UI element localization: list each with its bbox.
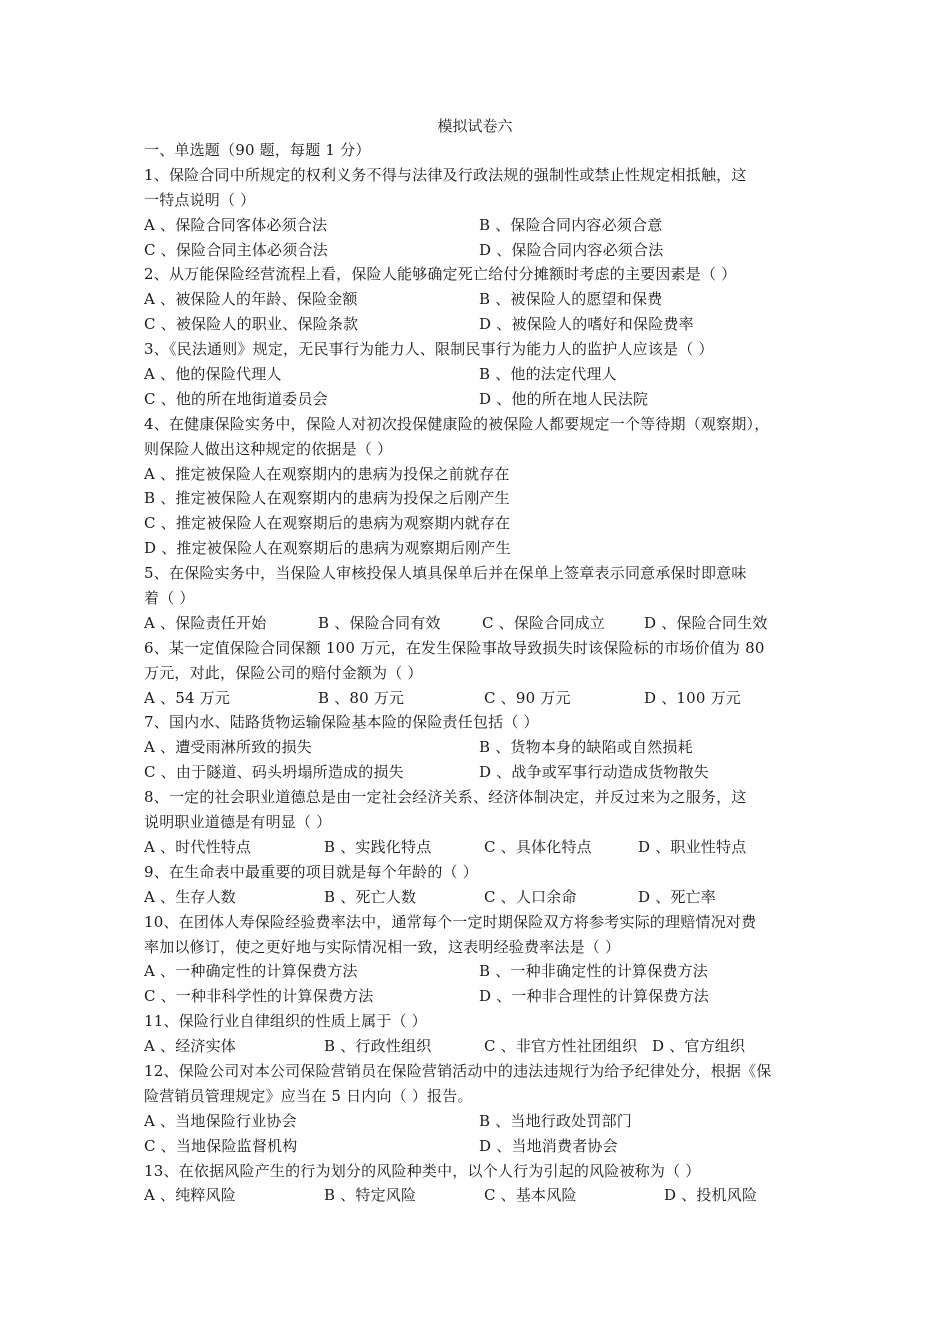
question-text: 7、国内水、陆路货物运输保险基本险的保险责任包括（ ） — [144, 713, 539, 732]
option-c: C 、保险合同成立 — [482, 613, 606, 632]
option-a: A 、遭受雨淋所致的损失 — [144, 738, 313, 757]
option-c: C 、一种非科学性的计算保费方法 — [144, 987, 374, 1006]
option-b: B 、一种非确定性的计算保费方法 — [479, 962, 708, 981]
page-title: 模拟试卷六 — [437, 117, 513, 135]
option-b: B 、当地行政处罚部门 — [479, 1111, 632, 1130]
option-a: A 、被保险人的年龄、保险金额 — [144, 290, 358, 309]
option-a: A 、保险合同客体必须合法 — [144, 215, 328, 234]
question-text: 一特点说明（ ） — [144, 190, 256, 209]
section-heading: 一、单选题（90 题，每题 1 分） — [144, 141, 371, 159]
option-b: B 、保险合同有效 — [318, 613, 441, 632]
option-d: D 、推定被保险人在观察期后的患病为观察期后刚产生 — [144, 539, 511, 558]
option-c: C 、非官方性社团组织 — [484, 1037, 638, 1056]
option-a: A 、生存人数 — [144, 887, 237, 906]
option-b: B 、实践化特点 — [324, 837, 432, 856]
exam-content — [144, 138, 814, 1208]
question-text: 万元，对此，保险公司的赔付金额为（ ） — [144, 663, 423, 682]
question-text: 13、在依据风险产生的行为划分的风险种类中，以个人行为引起的风险被称为（ ） — [144, 1161, 701, 1180]
option-c: C 、具体化特点 — [484, 837, 592, 856]
option-a: A 、当地保险行业协会 — [144, 1111, 297, 1130]
option-a: A 、时代性特点 — [144, 837, 252, 856]
question-10 — [144, 910, 814, 1010]
question-text: 5、在保险实务中，当保险人审核投保人填具保单后并在保单上签章表示同意承保时即意味 — [144, 564, 747, 583]
option-c: C 、保险合同主体必须合法 — [144, 240, 328, 259]
question-2 — [144, 262, 814, 337]
option-b: B 、货物本身的缺陷或自然损耗 — [479, 738, 693, 757]
option-d: D 、被保险人的嗜好和保险费率 — [479, 315, 694, 334]
option-a: A 、他的保险代理人 — [144, 365, 282, 384]
option-c: C 、当地保险监督机构 — [144, 1136, 298, 1155]
question-text: 率加以修订，使之更好地与实际情况相一致，这表明经验费率法是（ ） — [144, 937, 621, 956]
question-12 — [144, 1059, 814, 1159]
option-d: D 、投机风险 — [664, 1186, 758, 1205]
question-5 — [144, 561, 814, 636]
question-text: 12、保险公司对本公司保险营销员在保险营销活动中的违法违规行为给予纪律处分，根据《保 — [144, 1061, 772, 1080]
option-b: B 、行政性组织 — [324, 1037, 432, 1056]
question-4 — [144, 412, 814, 561]
question-text: 3、《民法通则》规定，无民事行为能力人、限制民事行为能力人的监护人应该是（ ） — [144, 340, 714, 359]
question-text: 着（ ） — [144, 589, 195, 608]
option-d: D 、官方组织 — [652, 1037, 746, 1056]
option-b: B 、80 万元 — [318, 688, 405, 707]
option-a: A 、保险责任开始 — [144, 613, 267, 632]
option-d: D 、当地消费者协会 — [479, 1136, 618, 1155]
option-b: B 、推定被保险人在观察期内的患病为投保之后刚产生 — [144, 489, 510, 508]
option-c: C 、基本风险 — [484, 1186, 577, 1205]
option-b: B 、他的法定代理人 — [479, 365, 617, 384]
question-text: 则保险人做出这种规定的依据是（ ） — [144, 439, 393, 458]
option-b: B 、被保险人的愿望和保费 — [479, 290, 663, 309]
option-b: B 、特定风险 — [324, 1186, 417, 1205]
option-c: C 、90 万元 — [484, 688, 571, 707]
question-8 — [144, 785, 814, 860]
question-13 — [144, 1159, 814, 1209]
option-a: A 、推定被保险人在观察期内的患病为投保之前就存在 — [144, 464, 510, 483]
option-d: D 、他的所在地人民法院 — [479, 389, 649, 408]
question-text: 6、某一定值保险合同保额 100 万元，在发生保险事故导致损失时该保险标的市场价值为 80 — [144, 638, 765, 657]
question-text: 2、从万能保险经营流程上看，保险人能够确定死亡给付分摊额时考虑的主要因素是（ ） — [144, 265, 737, 284]
question-3 — [144, 337, 814, 412]
option-b: B 、保险合同内容必须合意 — [479, 215, 663, 234]
question-11 — [144, 1009, 814, 1059]
option-c: C 、人口余命 — [484, 887, 577, 906]
option-c: C 、推定被保险人在观察期后的患病为观察期内就存在 — [144, 514, 511, 533]
option-a: A 、经济实体 — [144, 1037, 237, 1056]
option-a: A 、一种确定性的计算保费方法 — [144, 962, 358, 981]
option-d: D 、一种非合理性的计算保费方法 — [479, 987, 709, 1006]
question-text: 11、保险行业自律组织的性质上属于（ ） — [144, 1012, 427, 1031]
option-d: D 、保险合同生效 — [644, 613, 768, 632]
option-d: D 、保险合同内容必须合法 — [479, 240, 664, 259]
question-1 — [144, 163, 814, 263]
option-a: A 、54 万元 — [144, 688, 231, 707]
option-d: D 、死亡率 — [638, 887, 716, 906]
question-9 — [144, 860, 814, 910]
option-c: C 、由于隧道、码头坍塌所造成的损失 — [144, 763, 404, 782]
question-text: 险营销员管理规定》应当在 5 日内向（ ）报告。 — [144, 1086, 473, 1105]
option-d: D 、战争或军事行动造成货物散失 — [479, 763, 709, 782]
option-a: A 、纯粹风险 — [144, 1186, 237, 1205]
option-d: D 、100 万元 — [644, 688, 741, 707]
option-b: B 、死亡人数 — [324, 887, 417, 906]
question-6 — [144, 636, 814, 711]
question-text: 4、在健康保险实务中，保险人对初次投保健康险的被保险人都要规定一个等待期（观察期）， — [144, 414, 770, 433]
question-text: 1、保险合同中所规定的权利义务不得与法律及行政法规的强制性或禁止性规定相抵触，这 — [144, 165, 747, 184]
question-text: 10、在团体人寿保险经验费率法中，通常每个一定时期保险双方将参考实际的理赔情况对费 — [144, 912, 757, 931]
option-c: C 、被保险人的职业、保险条款 — [144, 315, 359, 334]
question-text: 8、一定的社会职业道德总是由一定社会经济关系、经济体制决定，并反过来为之服务，这 — [144, 788, 747, 807]
question-text: 说明职业道德是有明显（ ） — [144, 813, 332, 832]
option-c: C 、他的所在地街道委员会 — [144, 389, 328, 408]
question-7 — [144, 710, 814, 785]
option-d: D 、职业性特点 — [638, 837, 747, 856]
question-text: 9、在生命表中最重要的项目就是每个年龄的（ ） — [144, 862, 478, 881]
